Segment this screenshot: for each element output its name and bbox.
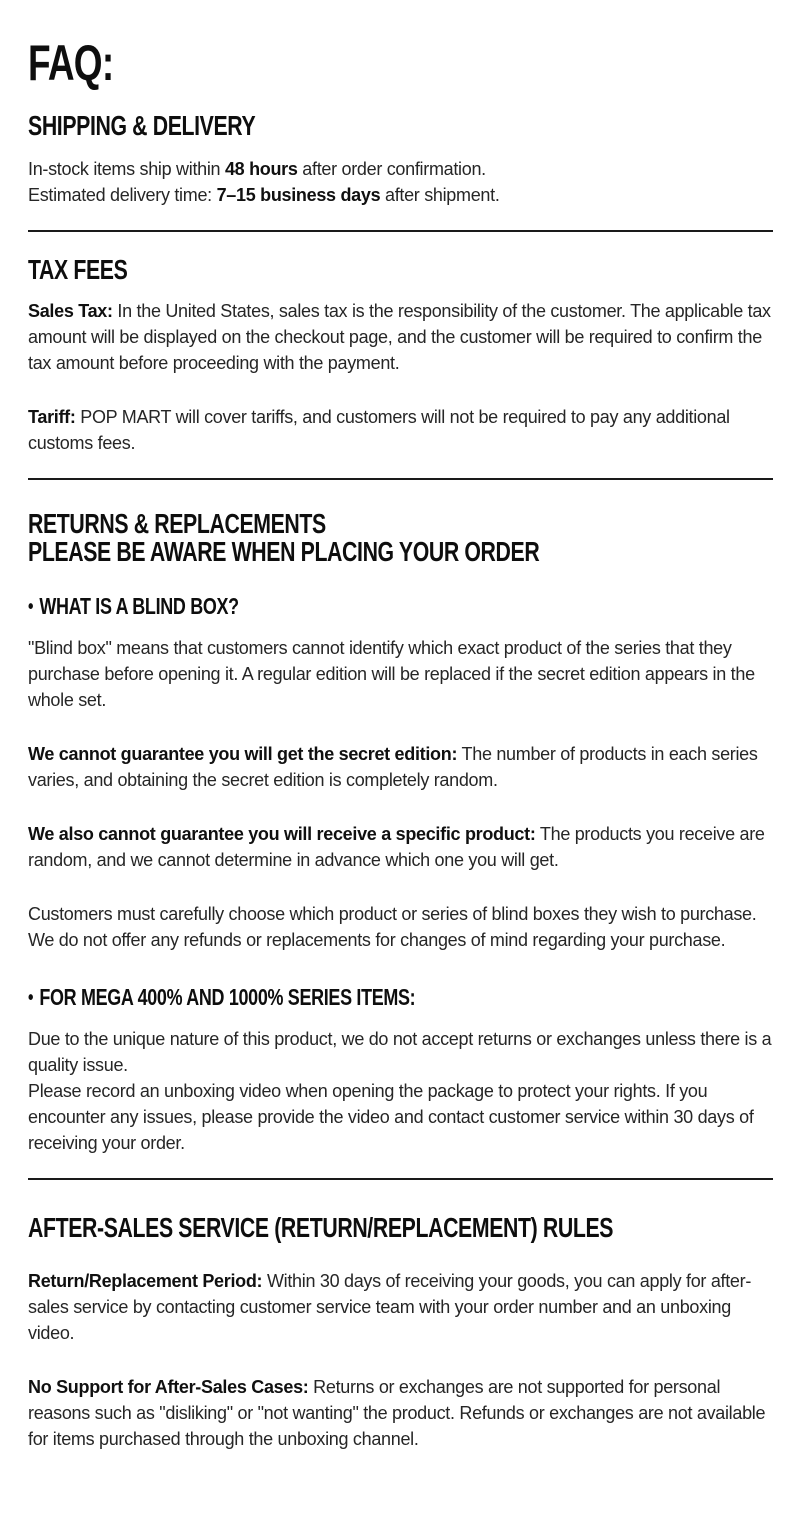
section-divider bbox=[28, 478, 773, 480]
subsection-heading bbox=[28, 983, 608, 1012]
subsection-blind-box bbox=[28, 592, 772, 953]
paragraph: Tariff: POP MART will cover tariffs, and customers will not be required to pay any additional customs fees. bbox=[28, 407, 730, 453]
paragraph: We cannot guarantee you will get the secret edition: The number of products in each series varies, and obtaining the secret edition is completely random. bbox=[28, 744, 758, 790]
section-tax-fees bbox=[28, 256, 772, 456]
paragraph: Return/Replacement Period: Within 30 days of receiving your goods, you can apply for after-sales service by contacting customer service team with your order number and an unboxing video. bbox=[28, 1271, 752, 1343]
heading-line: AFTER-SALES SERVICE (RETURN/REPLACEMENT) RULES bbox=[28, 1212, 614, 1243]
bullet-icon: • bbox=[28, 987, 34, 1009]
section-returns-replacements bbox=[28, 510, 772, 1156]
heading-line: SHIPPING & DELIVERY bbox=[28, 110, 256, 141]
section-heading bbox=[28, 256, 593, 284]
subsection-mega-series bbox=[28, 983, 772, 1156]
paragraph: In-stock items ship within 48 hours after order confirmation. bbox=[28, 159, 486, 179]
paragraph: "Blind box" means that customers cannot identify which exact product of the series that they purchase before opening it. A regular edition will be replaced if the secret edition appears in the whole set. bbox=[28, 638, 755, 710]
bullet-icon: • bbox=[28, 596, 34, 618]
paragraph: We also cannot guarantee you will receive a specific product: The products you receive are random, and we cannot determine in advance which one you will get. bbox=[28, 824, 765, 870]
section-heading bbox=[28, 112, 593, 140]
paragraph: Estimated delivery time: 7–15 business days after shipment. bbox=[28, 185, 500, 205]
heading-line: PLEASE BE AWARE WHEN PLACING YOUR ORDER bbox=[28, 536, 540, 567]
section-heading bbox=[28, 510, 593, 566]
paragraph: Sales Tax: In the United States, sales tax is the responsibility of the customer. The applicable tax amount will be displayed on the checkout page, and the customer will be required to confirm the tax amount before proceeding with the payment. bbox=[28, 301, 771, 373]
paragraph: Please record an unboxing video when opening the package to protect your rights. If you encounter any issues, please provide the video and contact customer service within 30 days of receiving your order. bbox=[28, 1081, 754, 1153]
subsection-title: FOR MEGA 400% AND 1000% SERIES ITEMS: bbox=[39, 984, 416, 1010]
page-title: FAQ: bbox=[28, 35, 114, 91]
heading-line: TAX FEES bbox=[28, 254, 128, 285]
heading-line: RETURNS & REPLACEMENTS bbox=[28, 508, 326, 539]
paragraph: No Support for After-Sales Cases: Returns or exchanges are not supported for personal reasons such as "disliking" or "not wanting" the product. Refunds or exchanges are not available for items purchased through the unboxing channel. bbox=[28, 1377, 766, 1449]
subsection-title: WHAT IS A BLIND BOX? bbox=[39, 593, 239, 619]
section-heading bbox=[28, 1212, 614, 1243]
section-shipping-delivery bbox=[28, 112, 772, 208]
paragraph: Due to the unique nature of this product, we do not accept returns or exchanges unless there is a quality issue. bbox=[28, 1029, 772, 1075]
section-divider bbox=[28, 1178, 773, 1180]
subsection-heading bbox=[28, 592, 608, 621]
paragraph: Customers must carefully choose which product or series of blind boxes they wish to purchase. We do not offer any refunds or replacements for changes of mind regarding your purchase. bbox=[28, 904, 757, 950]
section-after-sales-rules bbox=[28, 1214, 772, 1452]
section-divider bbox=[28, 230, 773, 232]
